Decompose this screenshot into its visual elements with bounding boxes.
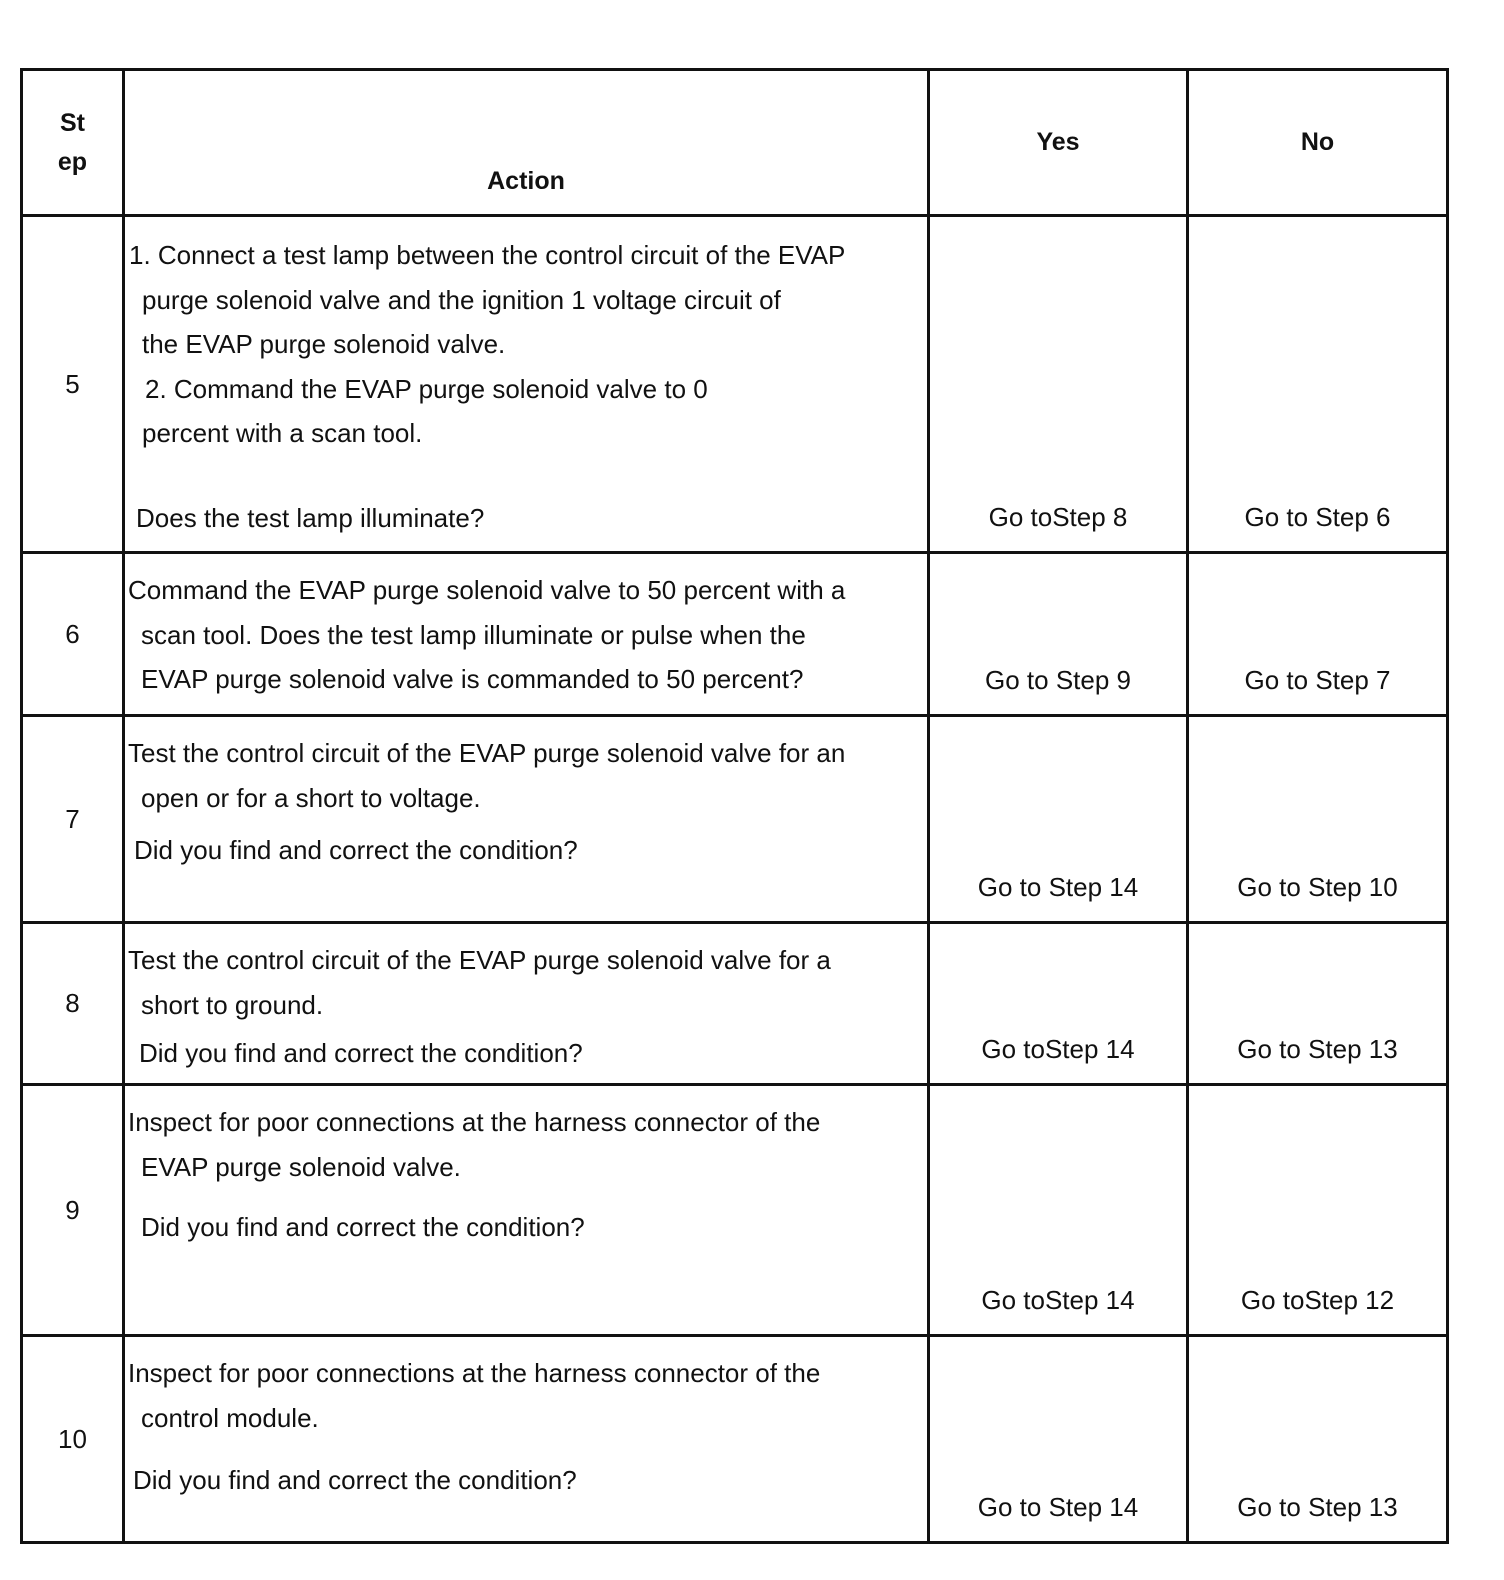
action-line: Inspect for poor connections at the harness connector of the: [128, 1358, 821, 1388]
action-question: Did you find and correct the condition?: [139, 1038, 583, 1068]
action-question: Did you find and correct the condition?: [141, 1212, 585, 1242]
action-line: purge solenoid valve and the ignition 1 voltage circuit of: [142, 284, 781, 315]
action-line: percent with a scan tool.: [142, 418, 423, 448]
action-line: Test the control circuit of the EVAP purge solenoid valve for an: [128, 738, 846, 768]
action-line: open or for a short to voltage.: [141, 782, 481, 813]
action-question: Did you find and correct the condition?: [134, 835, 578, 865]
header-yes: Yes: [929, 70, 1188, 216]
action-line: control module.: [141, 1402, 319, 1433]
yes-cell: Go toStep 14: [929, 1085, 1188, 1336]
table-row: [22, 216, 1448, 553]
action-line: scan tool. Does the test lamp illuminate or pulse when the: [141, 619, 806, 650]
step-number: 10: [22, 1336, 124, 1543]
action-cell: [124, 1336, 929, 1543]
table-row: [22, 553, 1448, 716]
header-row: [22, 70, 1448, 216]
yes-cell: Go toStep 14: [929, 923, 1188, 1085]
yes-cell: Go to Step 9: [929, 553, 1188, 716]
action-line: short to ground.: [141, 989, 324, 1020]
step-number: 5: [22, 216, 124, 553]
header-step: [22, 70, 124, 216]
action-line: 1. Connect a test lamp between the control circuit of the EVAP: [129, 240, 846, 270]
action-line: the EVAP purge solenoid valve.: [142, 329, 506, 359]
table-row: [22, 716, 1448, 923]
header-step-line2: ep: [57, 147, 88, 176]
table-row: [22, 1336, 1448, 1543]
header-action: Action: [124, 70, 929, 216]
yes-cell: Go toStep 8: [929, 216, 1188, 553]
action-cell: [124, 923, 929, 1085]
action-line: EVAP purge solenoid valve is commanded to 50 percent?: [141, 664, 804, 694]
no-cell: Go to Step 13: [1188, 1336, 1448, 1543]
action-line: Inspect for poor connections at the harness connector of the: [128, 1107, 821, 1137]
action-line: 2. Command the EVAP purge solenoid valve to 0: [145, 373, 708, 404]
no-cell: Go to Step 13: [1188, 923, 1448, 1085]
yes-cell: Go to Step 14: [929, 1336, 1188, 1543]
yes-cell: Go to Step 14: [929, 716, 1188, 923]
table-row: [22, 1085, 1448, 1336]
step-number: 9: [22, 1085, 124, 1336]
no-cell: Go to Step 7: [1188, 553, 1448, 716]
action-cell: [124, 216, 929, 553]
step-number: 8: [22, 923, 124, 1085]
no-cell: Go to Step 6: [1188, 216, 1448, 553]
action-question: Did you find and correct the condition?: [133, 1465, 577, 1495]
table-row: [22, 923, 1448, 1085]
action-line: EVAP purge solenoid valve.: [141, 1151, 461, 1182]
step-number: 7: [22, 716, 124, 923]
no-cell: Go toStep 12: [1188, 1085, 1448, 1336]
action-cell: [124, 716, 929, 923]
action-line: Command the EVAP purge solenoid valve to 50 percent with a: [128, 575, 846, 605]
header-step-line1: St: [60, 108, 85, 137]
diagnostic-steps-table: [20, 68, 1449, 1544]
no-cell: Go to Step 10: [1188, 716, 1448, 923]
action-cell: [124, 1085, 929, 1336]
action-line: Test the control circuit of the EVAP purge solenoid valve for a: [128, 945, 831, 975]
step-number: 6: [22, 553, 124, 716]
action-question: Does the test lamp illuminate?: [136, 502, 485, 533]
action-cell: [124, 553, 929, 716]
header-no: No: [1188, 70, 1448, 216]
